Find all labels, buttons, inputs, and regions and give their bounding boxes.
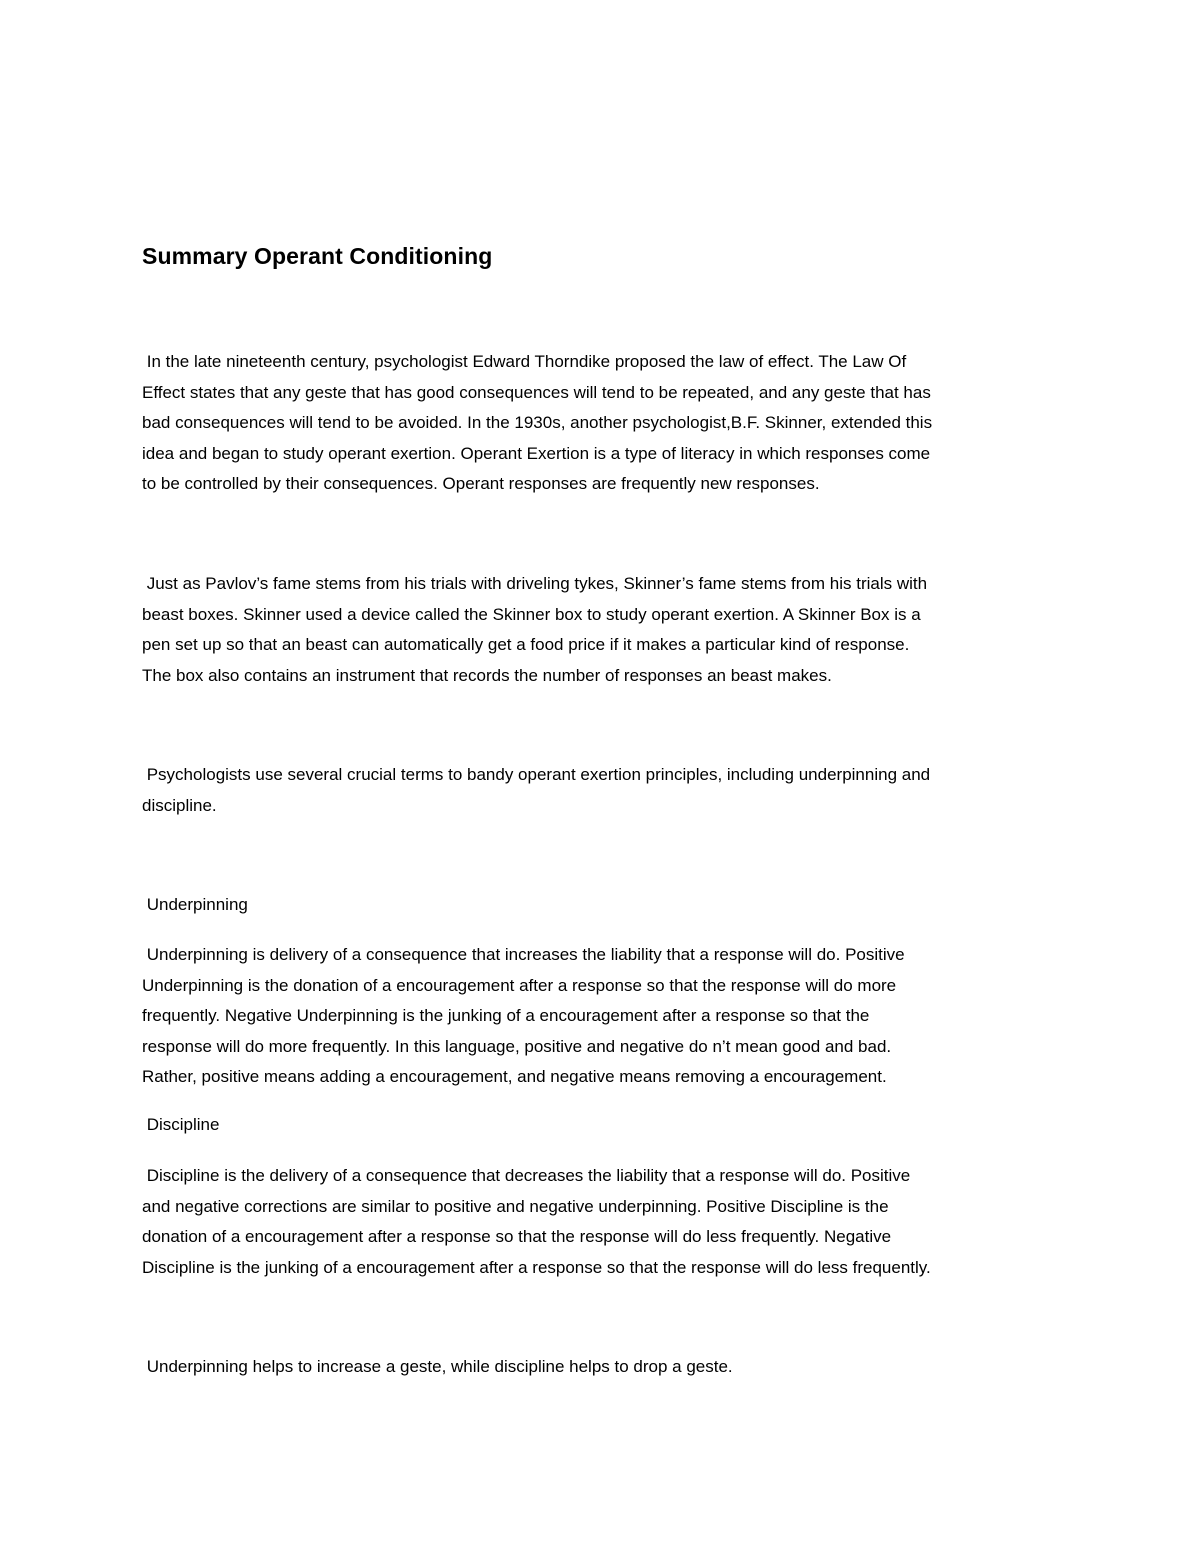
text-line: Effect states that any geste that has good consequences will tend to be repeated, and any geste that has	[142, 382, 931, 402]
text-line: Rather, positive means adding a encouragement, and negative means removing a encouragement.	[142, 1067, 887, 1086]
text-line: frequently. Negative Underpinning is the junking of a encouragement after a response so that the	[142, 1006, 870, 1025]
text-line: Just as Pavlov’s fame stems from his trials with driveling tykes, Skinner’s fame stems from his trials with	[142, 574, 928, 593]
text-line: The box also contains an instrument that records the number of responses an beast makes.	[142, 665, 832, 685]
text-line: Underpinning is the donation of a encouragement after a response so that the response will do more	[142, 975, 897, 995]
document-title: Summary Operant Conditioning	[142, 243, 493, 269]
paragraph-law-of-effect	[142, 347, 932, 500]
text-line: idea and began to study operant exertion. Operant Exertion is a type of literacy in which responses come	[142, 443, 931, 463]
text-line: Underpinning helps to increase a geste, while discipline helps to drop a geste.	[142, 1357, 733, 1376]
paragraph-discipline	[142, 1161, 931, 1283]
paragraph-summary	[142, 1352, 733, 1383]
text-line: Underpinning	[142, 895, 248, 914]
text-line: Discipline is the delivery of a consequence that decreases the liability that a response will do. Positive	[142, 1166, 911, 1185]
paragraph-underpinning	[142, 940, 905, 1093]
text-line: pen set up so that an beast can automatically get a food price if it makes a particular kind of response.	[142, 635, 910, 654]
text-line: response will do more frequently. In this language, positive and negative do n’t mean good and bad.	[142, 1036, 892, 1056]
text-line: Discipline	[142, 1115, 220, 1134]
paragraph-key-terms	[142, 760, 930, 821]
text-line: discipline.	[142, 795, 217, 815]
text-line: In the late nineteenth century, psychologist Edward Thorndike proposed the law of effect. The Law Of	[142, 352, 907, 371]
text-line: donation of a encouragement after a response so that the response will do less frequently. Negative	[142, 1227, 892, 1246]
text-line: bad consequences will tend to be avoided. In the 1930s, another psychologist,B.F. Skinner, extended this	[142, 413, 933, 432]
heading-discipline	[142, 1110, 219, 1141]
paragraph-skinner-box	[142, 569, 927, 691]
text-line: Psychologists use several crucial terms to bandy operant exertion principles, including underpinning and	[142, 765, 931, 784]
heading-underpinning	[142, 890, 248, 921]
text-line: to be controlled by their consequences. Operant responses are frequently new responses.	[142, 474, 820, 493]
text-line: Underpinning is delivery of a consequence that increases the liability that a response will do. Positive	[142, 945, 905, 964]
text-line: and negative corrections are similar to positive and negative underpinning. Positive Discipline is the	[142, 1196, 889, 1216]
text-line: Discipline is the junking of a encouragement after a response so that the response will do less frequently.	[142, 1257, 931, 1277]
text-line: beast boxes. Skinner used a device called the Skinner box to study operant exertion. A Skinner Box is a	[142, 604, 921, 624]
